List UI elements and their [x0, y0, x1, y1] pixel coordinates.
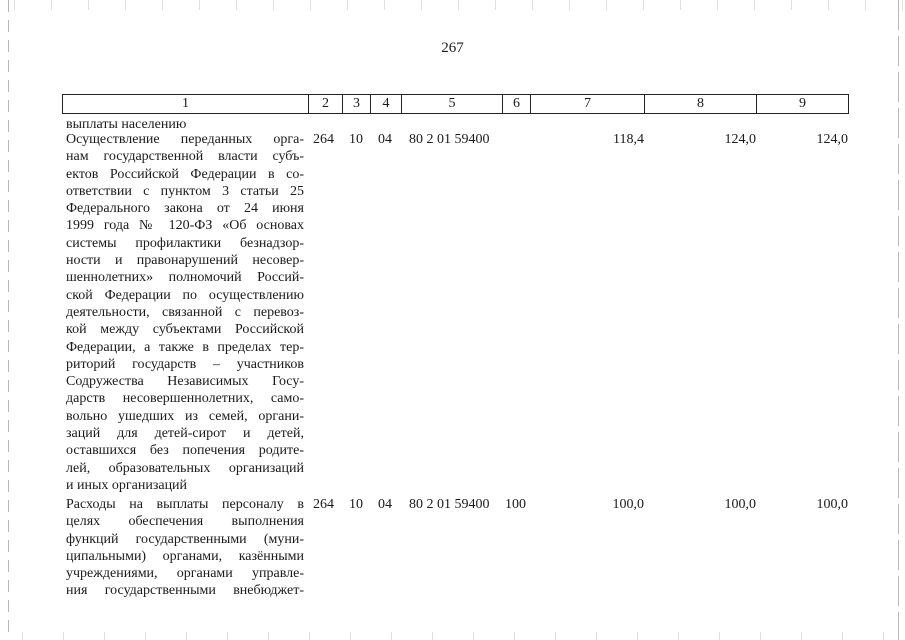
description-line: 1999 года № 120-ФЗ «Об основах [66, 218, 304, 234]
column-header-7: 7 [531, 95, 645, 114]
description-line: Содружества Независимых Госу- [66, 374, 304, 390]
description-line: Расходы на выплаты персоналу в [66, 497, 304, 512]
description-line: ектов Российской Федерации в со- [66, 166, 304, 182]
row-amount-col8: 100,0 [724, 497, 756, 512]
description-line: заций для детей-сирот и детей, [66, 426, 304, 442]
description-line: Осуществление переданных орга- [66, 132, 304, 147]
row-expense-type-code: 100 [505, 497, 526, 512]
description-line: оставшихся без попечения родите- [66, 443, 304, 459]
row-amount-col9: 124,0 [816, 132, 848, 147]
description-line: и иных организаций [66, 477, 188, 493]
row-section-code: 10 [349, 132, 363, 147]
description-line: дарств несовершеннолетних, само- [66, 391, 304, 407]
row-amount-col7: 100,0 [612, 497, 644, 512]
description-line: ответствии с пунктом 3 статьи 25 [66, 183, 304, 199]
description-line: Федерации, а также в пределах тер- [66, 339, 304, 355]
description-line: вольно ушедших из семей, органи- [66, 408, 304, 424]
row-target-article-code: 80 2 01 59400 [409, 497, 490, 512]
row-grbs-code: 264 [313, 132, 334, 147]
row-target-article-code: 80 2 01 59400 [409, 132, 490, 147]
row-grbs-code: 264 [313, 497, 334, 512]
description-line: лей, образовательных организаций [66, 460, 304, 476]
description-line: деятельности, связанной с перевоз- [66, 304, 304, 320]
column-header-8: 8 [645, 95, 757, 114]
row-section-code: 10 [349, 497, 363, 512]
description-line: риторий государств – участников [66, 356, 304, 372]
continuation-text: выплаты населению [66, 117, 187, 132]
scan-edge-bottom [0, 632, 905, 640]
row-amount-col7: 118,4 [613, 132, 644, 147]
column-header-6: 6 [503, 95, 531, 114]
description-line: ципальными) органами, казёнными [66, 548, 304, 564]
page-number: 267 [441, 40, 464, 56]
row-amount-col9: 100,0 [816, 497, 848, 512]
column-header-table [62, 94, 849, 114]
scan-edge-left [8, 0, 9, 640]
scan-edge-right [898, 0, 899, 640]
column-header-5: 5 [402, 95, 503, 114]
row-amount-col8: 124,0 [724, 132, 756, 147]
description-line: системы профилактики безнадзор- [66, 235, 304, 251]
description-line: кой между субъектами Российской [66, 322, 304, 338]
description-line: ния государственными внебюджет- [66, 583, 304, 599]
description-line: целях обеспечения выполнения [66, 514, 304, 530]
description-line: ности и правонарушений несовер- [66, 253, 304, 269]
row-subsection-code: 04 [378, 497, 392, 512]
column-header-row [63, 95, 849, 114]
description-line: ской Федерации по осуществлению [66, 287, 304, 303]
description-line: учреждениями, органами управле- [66, 566, 304, 582]
column-header-3: 3 [343, 95, 371, 114]
column-header-9: 9 [757, 95, 849, 114]
row-description [66, 496, 304, 600]
column-header-1: 1 [63, 95, 309, 114]
column-header-4: 4 [371, 95, 402, 114]
description-line: нам государственной власти субъ- [66, 149, 304, 165]
row-description [66, 131, 304, 494]
description-line: функций государственными (муни- [66, 531, 304, 547]
scan-edge-top [0, 0, 905, 10]
description-line: шеннолетних» полномочий Россий- [66, 270, 304, 286]
description-line: Федерального закона от 24 июня [66, 201, 304, 217]
column-header-2: 2 [309, 95, 343, 114]
row-subsection-code: 04 [378, 132, 392, 147]
